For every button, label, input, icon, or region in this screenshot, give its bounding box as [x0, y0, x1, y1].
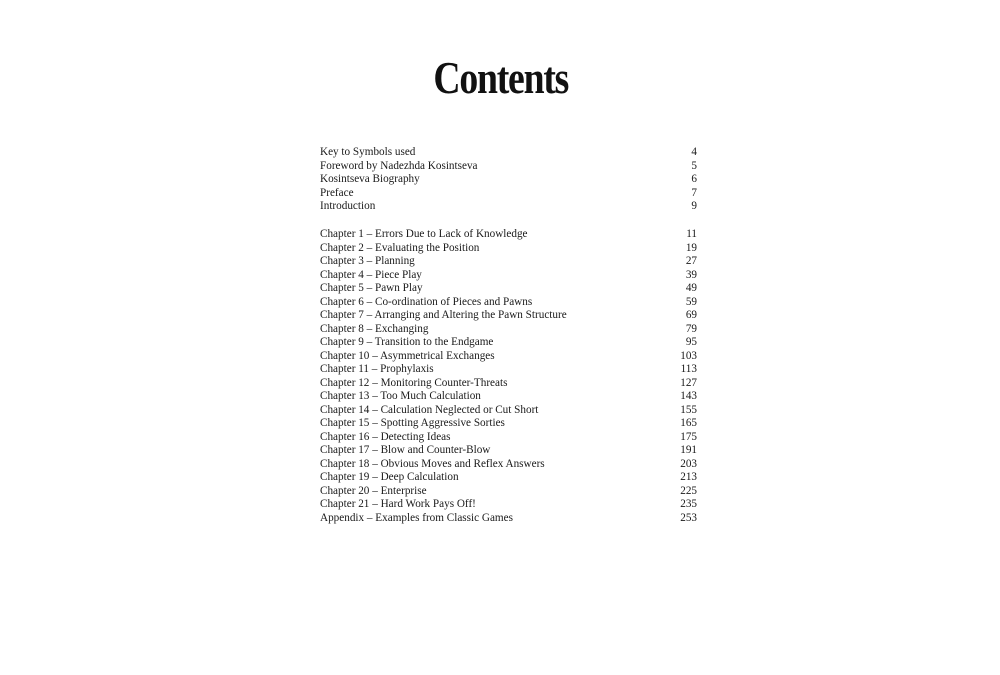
toc-entry-label: Chapter 14 – Calculation Neglected or Cut Short — [320, 403, 539, 416]
toc-page-number: 9 — [691, 200, 697, 212]
toc-row — [320, 444, 697, 458]
toc-row — [320, 255, 697, 269]
toc-page-number: 103 — [680, 349, 697, 362]
toc-row — [320, 417, 697, 431]
toc-entry-label: Foreword by Nadezhda Kosintseva — [320, 159, 478, 172]
toc-page-number: 225 — [680, 484, 697, 497]
toc-entry-label: Chapter 13 – Too Much Calculation — [320, 390, 481, 402]
toc-entry-label: Chapter 8 – Exchanging — [320, 322, 429, 335]
toc-row — [320, 512, 697, 526]
toc-row — [320, 350, 697, 364]
toc-row — [320, 323, 697, 337]
toc-chapters — [320, 228, 697, 525]
toc-page-number: 59 — [685, 295, 697, 308]
toc-page-number: 191 — [680, 444, 697, 456]
toc-row — [320, 390, 697, 404]
toc-entry-label: Chapter 6 – Co-ordination of Pieces and Pawns — [320, 295, 533, 308]
toc-row — [320, 458, 697, 472]
toc-page-number: 165 — [680, 417, 697, 429]
toc-entry-label: Chapter 16 – Detecting Ideas — [320, 430, 451, 443]
toc-entry-label: Chapter 12 – Monitoring Counter-Threats — [320, 376, 508, 389]
toc-page-number: 6 — [691, 173, 697, 185]
toc-page-number: 175 — [680, 430, 697, 443]
toc-entry-label: Key to Symbols used — [320, 146, 416, 158]
toc-page-number: 113 — [680, 363, 697, 375]
toc-entry-label: Chapter 18 – Obvious Moves and Reflex Answers — [320, 457, 545, 470]
toc-row — [320, 363, 697, 377]
toc-row — [320, 146, 697, 160]
toc-row — [320, 431, 697, 445]
toc-row — [320, 200, 697, 214]
toc-entry-label: Chapter 11 – Prophylaxis — [320, 363, 434, 375]
toc-page-number: 213 — [680, 471, 697, 483]
toc-entry-label: Chapter 7 – Arranging and Altering the Pawn Structure — [320, 309, 567, 321]
toc-page-number: 5 — [691, 159, 697, 172]
toc-entry-label: Preface — [320, 186, 354, 199]
toc-page-number: 143 — [680, 390, 697, 402]
toc-page-number: 235 — [680, 498, 697, 510]
toc-row — [320, 282, 697, 296]
toc-page-number: 7 — [691, 186, 697, 199]
toc-entry-label: Kosintseva Biography — [320, 173, 420, 185]
toc-row — [320, 187, 697, 201]
toc-page-number: 155 — [680, 403, 697, 416]
toc-row — [320, 242, 697, 256]
toc-row — [320, 336, 697, 350]
toc-row — [320, 485, 697, 499]
toc-row — [320, 160, 697, 174]
toc-entry-label: Appendix – Examples from Classic Games — [320, 511, 513, 524]
toc-page-number: 95 — [685, 336, 697, 348]
toc-entry-label: Chapter 19 – Deep Calculation — [320, 471, 459, 483]
toc-row — [320, 471, 697, 485]
toc-row — [320, 296, 697, 310]
toc-front-matter — [320, 146, 697, 214]
toc-page-number: 39 — [685, 268, 697, 281]
toc-entry-label: Chapter 5 – Pawn Play — [320, 282, 423, 294]
toc-entry-label: Chapter 2 – Evaluating the Position — [320, 241, 480, 254]
page-title: Contents — [433, 52, 569, 103]
toc-entry-label: Chapter 4 – Piece Play — [320, 268, 422, 281]
toc-entry-label: Chapter 1 – Errors Due to Lack of Knowledge — [320, 228, 528, 240]
toc-page-number: 27 — [685, 255, 697, 267]
toc-page-number: 69 — [685, 309, 697, 321]
toc-page-number: 79 — [685, 322, 697, 335]
toc-entry-label: Chapter 10 – Asymmetrical Exchanges — [320, 349, 495, 362]
toc-page-number: 127 — [680, 376, 697, 389]
toc-page-number: 253 — [680, 511, 697, 524]
toc-row — [320, 269, 697, 283]
toc-entry-label: Chapter 20 – Enterprise — [320, 484, 427, 497]
toc-row — [320, 404, 697, 418]
toc-row — [320, 228, 697, 242]
toc-page-number: 11 — [686, 228, 697, 240]
toc-page-number: 19 — [685, 241, 697, 254]
toc-entry-label: Chapter 9 – Transition to the Endgame — [320, 336, 494, 348]
toc-entry-label: Chapter 17 – Blow and Counter-Blow — [320, 444, 491, 456]
toc-page-number: 49 — [685, 282, 697, 294]
toc-entry-label: Introduction — [320, 200, 376, 212]
toc-row — [320, 173, 697, 187]
toc-row — [320, 377, 697, 391]
toc-page-number: 4 — [691, 146, 697, 158]
toc-row — [320, 498, 697, 512]
toc-entry-label: Chapter 21 – Hard Work Pays Off! — [320, 498, 476, 510]
toc-entry-label: Chapter 3 – Planning — [320, 255, 415, 267]
toc-row — [320, 309, 697, 323]
toc-page-number: 203 — [680, 457, 697, 470]
toc-entry-label: Chapter 15 – Spotting Aggressive Sorties — [320, 417, 505, 429]
